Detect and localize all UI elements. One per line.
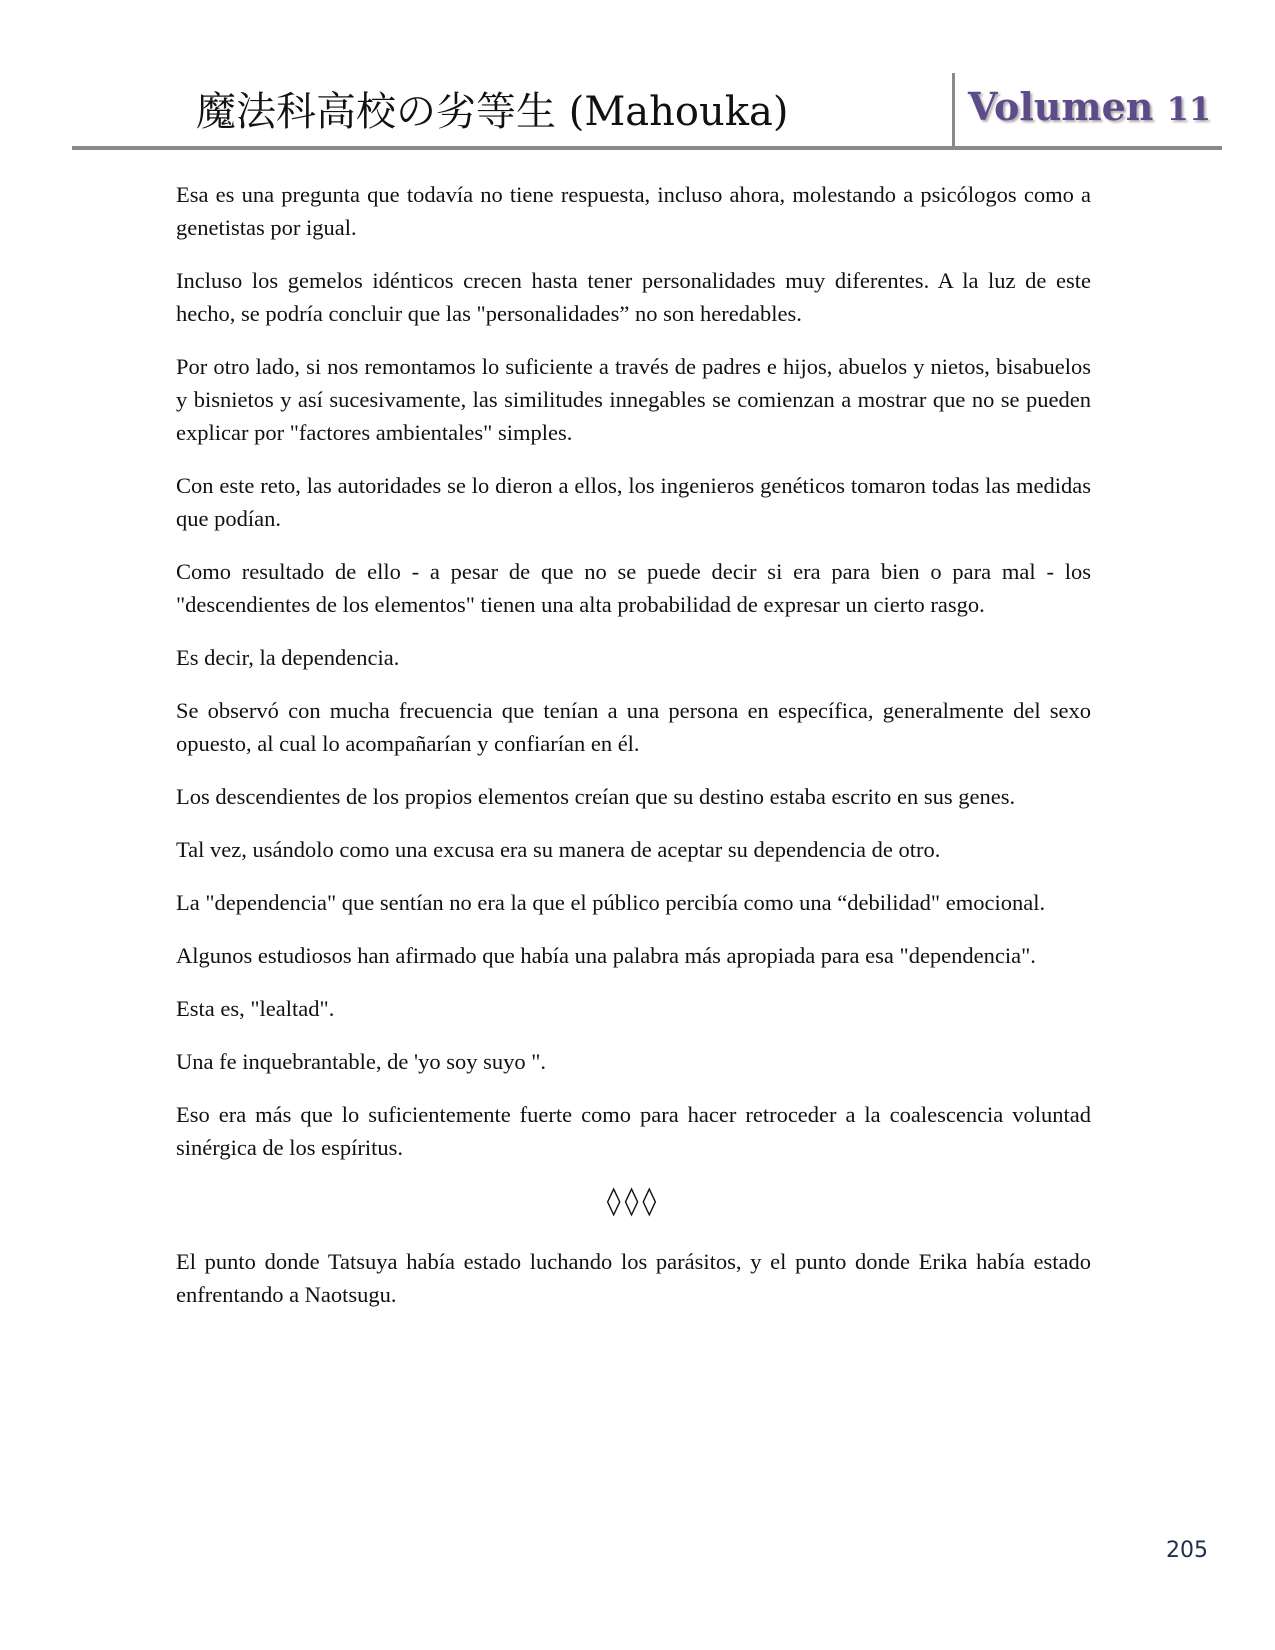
paragraph: Incluso los gemelos idénticos crecen hasta tener personalidades muy diferentes. A la luz de este hecho, se podría concluir que las "personalidades” no son heredables.	[176, 268, 1091, 326]
page-number: 205	[1166, 1538, 1208, 1563]
volume-number: 11	[1166, 90, 1212, 128]
paragraph: Eso era más que lo suficientemente fuerte como para hacer retroceder a la coalescencia voluntad sinérgica de los espíritus.	[176, 1102, 1091, 1160]
paragraph: Tal vez, usándolo como una excusa era su manera de aceptar su dependencia de otro.	[176, 837, 941, 862]
header-divider-vertical	[952, 73, 955, 147]
book-title: 魔法科高校の劣等生 (Mahouka)	[196, 89, 789, 135]
paragraph: Algunos estudiosos han afirmado que había una palabra más apropiada para esa "dependencia".	[176, 943, 1036, 968]
body-text	[176, 178, 1091, 1331]
volume-label	[968, 84, 1211, 129]
paragraph: Con este reto, las autoridades se lo dieron a ellos, los ingenieros genéticos tomaron todas las medidas que podían.	[176, 473, 1091, 531]
paragraph: Por otro lado, si nos remontamos lo suficiente a través de padres e hijos, abuelos y nietos, bisabuelos y bisnietos y así sucesivamente, las similitudes innegables se comienzan a mostrar que no se pueden explicar por "factores ambientales" simples.	[176, 354, 1091, 445]
header-rule	[72, 146, 1222, 150]
paragraph: Los descendientes de los propios elementos creían que su destino estaba escrito en sus genes.	[176, 784, 1016, 809]
paragraph: Esa es una pregunta que todavía no tiene respuesta, incluso ahora, molestando a psicólogos como a genetistas por igual.	[176, 182, 1091, 240]
paragraph: El punto donde Tatsuya había estado luchando los parásitos, y el punto donde Erika había estado enfrentando a Naotsugu.	[176, 1249, 1091, 1307]
paragraph: Es decir, la dependencia.	[176, 645, 400, 670]
paragraph: La "dependencia" que sentían no era la que el público percibía como una “debilidad" emocional.	[176, 890, 1046, 915]
scene-separator: ◊◊◊	[606, 1184, 661, 1217]
volume-word: Volumen	[968, 84, 1154, 129]
paragraph: Como resultado de ello - a pesar de que no se puede decir si era para bien o para mal - los "descendientes de los elementos" tienen una alta probabilidad de expresar un cierto rasgo.	[176, 559, 1091, 617]
paragraph: Se observó con mucha frecuencia que tenían a una persona en específica, generalmente del sexo opuesto, al cual lo acompañarían y confiarían en él.	[176, 698, 1091, 756]
paragraph: Una fe inquebrantable, de 'yo soy suyo ".	[176, 1049, 547, 1074]
paragraph: Esta es, "lealtad".	[176, 996, 335, 1021]
